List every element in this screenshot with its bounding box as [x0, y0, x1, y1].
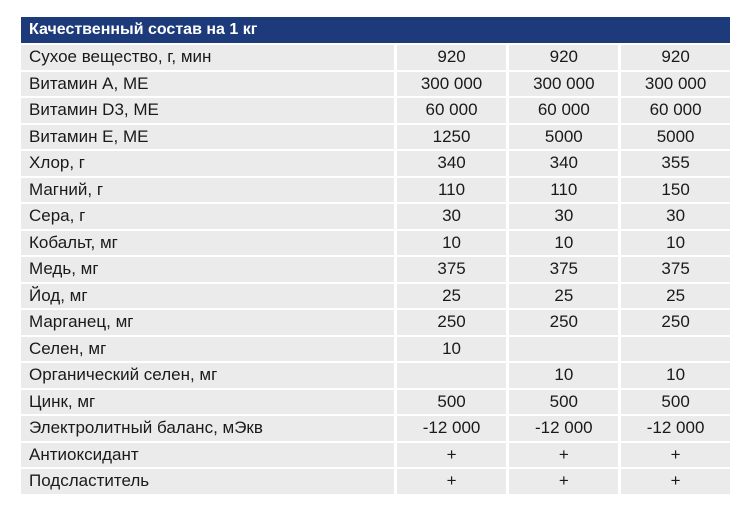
row-value-col-1: 500 [397, 390, 507, 415]
row-value-col-3: 375 [621, 257, 730, 282]
row-label: Йод, мг [21, 284, 394, 309]
table-row [21, 72, 730, 97]
row-label: Витамин D3, ME [21, 98, 394, 123]
table-row [21, 204, 730, 229]
row-label: Кобальт, мг [21, 231, 394, 256]
row-value-col-3: 250 [621, 310, 730, 335]
row-value-col-1: -12 000 [397, 416, 507, 441]
table-row [21, 363, 730, 388]
row-label: Цинк, мг [21, 390, 394, 415]
row-label: Антиоксидант [21, 443, 394, 468]
table-row [21, 416, 730, 441]
row-value-col-3: 920 [621, 45, 730, 70]
row-label: Витамин E, ME [21, 125, 394, 150]
row-value-col-2: 10 [509, 363, 618, 388]
row-value-col-2: 25 [509, 284, 618, 309]
row-label: Органический селен, мг [21, 363, 394, 388]
row-label: Подсластитель [21, 469, 394, 494]
row-value-col-2: + [509, 469, 618, 494]
row-label: Медь, мг [21, 257, 394, 282]
row-value-col-2: 300 000 [509, 72, 618, 97]
table-row [21, 284, 730, 309]
row-value-col-1: + [397, 469, 507, 494]
row-value-col-1 [397, 363, 507, 388]
row-value-col-1: 60 000 [397, 98, 507, 123]
table-row [21, 45, 730, 70]
table-row [21, 469, 730, 494]
row-value-col-2: -12 000 [509, 416, 618, 441]
row-value-col-3: -12 000 [621, 416, 730, 441]
row-value-col-1: 30 [397, 204, 507, 229]
row-value-col-3: 10 [621, 363, 730, 388]
row-value-col-1: 340 [397, 151, 507, 176]
table-row [21, 125, 730, 150]
row-value-col-1: 300 000 [397, 72, 507, 97]
row-value-col-1: 1250 [397, 125, 507, 150]
row-value-col-3: 30 [621, 204, 730, 229]
table-row [21, 151, 730, 176]
row-value-col-1: 250 [397, 310, 507, 335]
row-value-col-2: 30 [509, 204, 618, 229]
row-value-col-3: + [621, 469, 730, 494]
row-value-col-3: 150 [621, 178, 730, 203]
row-value-col-1: 920 [397, 45, 507, 70]
row-value-col-2: 110 [509, 178, 618, 203]
row-value-col-2: + [509, 443, 618, 468]
row-value-col-3: 25 [621, 284, 730, 309]
row-value-col-3 [621, 337, 730, 362]
composition-table [18, 43, 733, 496]
table-body [21, 45, 730, 494]
row-value-col-2: 250 [509, 310, 618, 335]
row-value-col-1: + [397, 443, 507, 468]
row-label: Марганец, мг [21, 310, 394, 335]
row-value-col-3: 5000 [621, 125, 730, 150]
table-title: Качественный состав на 1 кг [21, 17, 730, 43]
row-value-col-1: 25 [397, 284, 507, 309]
table-row [21, 337, 730, 362]
row-value-col-3: 355 [621, 151, 730, 176]
row-value-col-3: 10 [621, 231, 730, 256]
table-row [21, 390, 730, 415]
row-value-col-2: 500 [509, 390, 618, 415]
row-label: Селен, мг [21, 337, 394, 362]
table-row [21, 257, 730, 282]
row-label: Сухое вещество, г, мин [21, 45, 394, 70]
row-value-col-3: 500 [621, 390, 730, 415]
row-value-col-1: 10 [397, 337, 507, 362]
row-value-col-1: 10 [397, 231, 507, 256]
row-label: Сера, г [21, 204, 394, 229]
table-row [21, 178, 730, 203]
table-row [21, 98, 730, 123]
row-value-col-2: 5000 [509, 125, 618, 150]
table-row [21, 231, 730, 256]
row-value-col-1: 375 [397, 257, 507, 282]
row-value-col-1: 110 [397, 178, 507, 203]
table-row [21, 310, 730, 335]
row-label: Хлор, г [21, 151, 394, 176]
row-value-col-2: 375 [509, 257, 618, 282]
composition-table-container [21, 17, 730, 496]
row-value-col-3: 60 000 [621, 98, 730, 123]
row-label: Магний, г [21, 178, 394, 203]
row-label: Электролитный баланс, мЭкв [21, 416, 394, 441]
row-value-col-2 [509, 337, 618, 362]
row-value-col-2: 340 [509, 151, 618, 176]
row-label: Витамин A, ME [21, 72, 394, 97]
row-value-col-2: 10 [509, 231, 618, 256]
table-row [21, 443, 730, 468]
row-value-col-2: 60 000 [509, 98, 618, 123]
row-value-col-3: + [621, 443, 730, 468]
row-value-col-2: 920 [509, 45, 618, 70]
row-value-col-3: 300 000 [621, 72, 730, 97]
